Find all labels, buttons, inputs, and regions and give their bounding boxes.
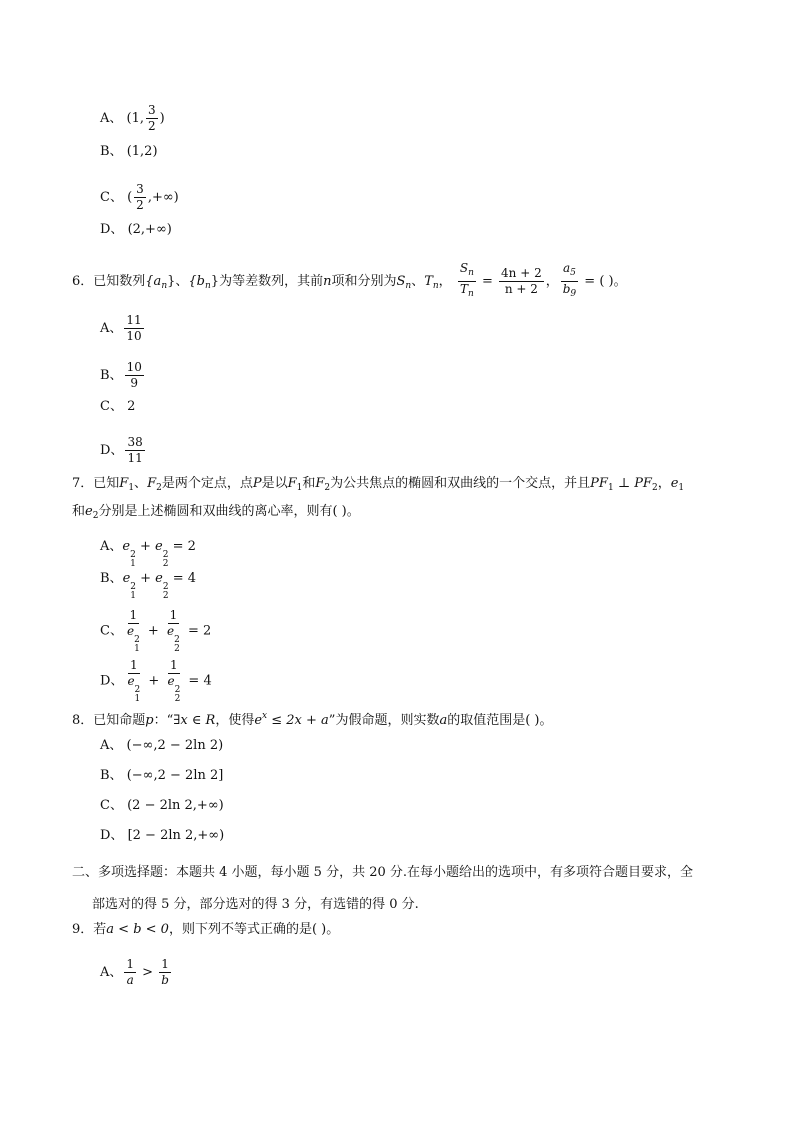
stem-text: 、 bbox=[411, 274, 425, 289]
math-sub: 1 bbox=[296, 483, 303, 493]
math-sub: 2 bbox=[162, 559, 169, 569]
option-label: D、 bbox=[100, 443, 124, 458]
math-supsub bbox=[175, 686, 181, 704]
fraction bbox=[165, 608, 182, 654]
fraction bbox=[125, 360, 144, 391]
numerator: 4n + 2 bbox=[501, 266, 542, 280]
math: = 4 bbox=[184, 673, 212, 689]
math: a bbox=[563, 261, 571, 275]
math: {b bbox=[188, 274, 205, 289]
math: = 2 bbox=[183, 623, 212, 639]
option-text: 2 bbox=[127, 399, 136, 414]
stem-text: 为等差数列，其前 bbox=[219, 274, 324, 289]
fraction bbox=[124, 313, 143, 344]
math-sub: 1 bbox=[134, 644, 140, 654]
q7-option-d bbox=[100, 658, 212, 704]
stem-text: 和 bbox=[302, 476, 316, 491]
math-sub: 1 bbox=[607, 483, 614, 493]
q7-stem-line2 bbox=[72, 503, 360, 525]
math: } bbox=[167, 274, 176, 289]
math-sub: 2 bbox=[92, 511, 99, 521]
denominator: 10 bbox=[126, 329, 142, 343]
math-sup: 2 bbox=[162, 582, 169, 592]
math: + bbox=[136, 571, 156, 586]
option-label: B、 bbox=[100, 571, 123, 586]
numerator: 1 bbox=[130, 658, 138, 672]
option-label: A、 bbox=[100, 965, 123, 980]
math: e bbox=[85, 504, 93, 519]
option-label: C、 bbox=[100, 399, 123, 414]
q8-option-c bbox=[100, 797, 224, 815]
stem-text: ，使得 bbox=[215, 713, 255, 728]
fraction bbox=[125, 435, 144, 466]
option-text: (1, bbox=[126, 111, 145, 126]
math: n bbox=[323, 274, 332, 289]
option-label: A、 bbox=[100, 539, 123, 554]
section-2-heading-line1: 二、多项选择题：本题共 4 小题，每小题 5 分，共 20 分.在每小题给出的选项中，有多项符合题目要求，全 bbox=[72, 865, 694, 880]
math: e bbox=[254, 713, 263, 728]
numerator: 10 bbox=[126, 360, 142, 374]
math: a < b < 0 bbox=[106, 922, 169, 937]
math: e bbox=[155, 571, 163, 586]
math: F bbox=[287, 476, 297, 491]
stem-text: 为公共焦点的椭圆和双曲线的一个交点，并且 bbox=[330, 476, 591, 491]
option-label: C、 bbox=[100, 190, 123, 205]
option-text: (2,+∞) bbox=[127, 222, 172, 237]
numerator: 38 bbox=[127, 435, 143, 449]
q5-option-b bbox=[100, 143, 158, 161]
q7-stem-line1 bbox=[72, 475, 684, 497]
option-label: B、 bbox=[100, 368, 123, 383]
option-text: ) bbox=[159, 111, 165, 126]
option-label: B、 bbox=[100, 768, 123, 783]
math: PF bbox=[634, 476, 652, 491]
math: a bbox=[439, 713, 448, 728]
stem-text: 、 bbox=[175, 274, 189, 289]
math: = 2 bbox=[168, 539, 196, 554]
stem-text: 6．已知数列 bbox=[72, 274, 146, 289]
math-sub: 1 bbox=[678, 483, 685, 493]
math: e bbox=[155, 539, 163, 554]
math-sup: 2 bbox=[130, 582, 136, 592]
fraction bbox=[458, 261, 476, 302]
math: F bbox=[147, 476, 157, 491]
math-sub: n bbox=[205, 281, 211, 291]
stem-text: 分别是上述椭圆和双曲线的离心率，则有( )。 bbox=[98, 504, 360, 519]
math-sub: 2 bbox=[651, 483, 658, 493]
fraction bbox=[124, 957, 136, 988]
math: e bbox=[126, 624, 135, 638]
q9-stem bbox=[72, 921, 339, 939]
option-label: C、 bbox=[100, 623, 123, 639]
math-sub: n bbox=[405, 281, 412, 291]
option-label: A、 bbox=[100, 321, 123, 336]
numerator bbox=[458, 261, 476, 282]
stem-text: ：“ bbox=[153, 713, 174, 728]
denominator bbox=[165, 624, 182, 654]
math: T bbox=[424, 274, 433, 289]
option-text: ( bbox=[127, 190, 133, 205]
math-sub: 5 bbox=[570, 268, 576, 278]
math: > bbox=[138, 965, 158, 980]
q8-option-b bbox=[100, 767, 223, 785]
fraction bbox=[125, 608, 142, 654]
math-sub: 1 bbox=[128, 483, 135, 493]
stem-text: 9．若 bbox=[72, 922, 107, 937]
math: P bbox=[252, 476, 262, 491]
math: e bbox=[122, 571, 131, 586]
q5-option-d bbox=[100, 221, 172, 239]
fraction bbox=[165, 658, 182, 704]
math: e bbox=[127, 674, 135, 688]
math-sup: 2 bbox=[134, 685, 141, 695]
math: PF bbox=[590, 476, 608, 491]
q6-option-c bbox=[100, 398, 135, 416]
fraction bbox=[125, 658, 142, 704]
stem-text: ， bbox=[545, 274, 559, 289]
math: F bbox=[119, 476, 129, 491]
stem-text: 的取值范围是( )。 bbox=[447, 713, 553, 728]
stem-text: 、 bbox=[134, 476, 148, 491]
math: = bbox=[477, 274, 498, 289]
math-sup: 2 bbox=[130, 550, 136, 560]
math-supsub bbox=[174, 636, 180, 654]
denominator: a bbox=[126, 973, 134, 987]
denominator bbox=[458, 282, 476, 302]
q8-stem bbox=[72, 707, 553, 730]
denominator bbox=[561, 282, 578, 302]
numerator bbox=[561, 261, 578, 282]
denominator: 11 bbox=[127, 451, 143, 465]
numerator: 3 bbox=[148, 103, 156, 117]
q6-option-d bbox=[100, 435, 147, 466]
stem-text: ”为假命题，则实数 bbox=[328, 713, 440, 728]
math: T bbox=[459, 282, 468, 296]
q7-option-c bbox=[100, 608, 211, 654]
q9-option-a bbox=[100, 957, 173, 988]
denominator bbox=[125, 624, 142, 654]
math-sup: 2 bbox=[134, 635, 140, 645]
stem-text: 7．已知 bbox=[72, 476, 120, 491]
math-sub: 2 bbox=[162, 591, 169, 601]
option-text: (−∞,2 − 2ln 2] bbox=[126, 768, 224, 783]
denominator: b bbox=[161, 973, 169, 987]
stem-text: 项和分别为 bbox=[331, 274, 397, 289]
fraction bbox=[159, 957, 171, 988]
option-text: (2 − 2ln 2,+∞) bbox=[127, 798, 224, 813]
math-sub: n bbox=[161, 281, 168, 291]
option-label: A、 bbox=[100, 738, 123, 753]
math: e bbox=[166, 624, 175, 638]
math: + bbox=[143, 623, 163, 639]
math-supsub bbox=[135, 686, 141, 704]
q8-option-a bbox=[100, 737, 223, 755]
option-text: ,+∞) bbox=[147, 190, 179, 205]
q6-option-a bbox=[100, 313, 146, 344]
option-text: [2 − 2ln 2,+∞) bbox=[127, 828, 225, 843]
denominator bbox=[165, 674, 182, 704]
option-label: B、 bbox=[100, 144, 123, 159]
math-sub: 9 bbox=[570, 289, 577, 299]
math-sub: n bbox=[468, 268, 474, 278]
fraction bbox=[561, 261, 578, 302]
numerator: 11 bbox=[126, 313, 142, 327]
stem-text: 是两个定点，点 bbox=[161, 476, 253, 491]
fraction bbox=[134, 182, 146, 213]
stem-text: 是以 bbox=[261, 476, 288, 491]
numerator: 1 bbox=[129, 608, 138, 622]
math: F bbox=[315, 476, 325, 491]
math-sup: 2 bbox=[174, 635, 180, 645]
denominator: 9 bbox=[130, 376, 139, 390]
math-sub: 2 bbox=[174, 644, 180, 654]
math-sub: n bbox=[432, 281, 439, 291]
stem-text: 和 bbox=[72, 504, 86, 519]
math: ≤ 2x + a bbox=[267, 713, 329, 728]
q7-option-b bbox=[100, 570, 196, 601]
math: S bbox=[396, 274, 406, 289]
math: = 4 bbox=[168, 571, 197, 586]
q6-option-b bbox=[100, 360, 146, 391]
math: {a bbox=[145, 274, 162, 289]
math: } bbox=[210, 274, 220, 289]
numerator: 1 bbox=[161, 957, 169, 971]
stem-text: ， bbox=[657, 476, 671, 491]
stem-text: ，则下列不等式正确的是( )。 bbox=[168, 922, 340, 937]
stem-text: 8．已知命题 bbox=[72, 713, 146, 728]
math-sub: 2 bbox=[156, 483, 162, 493]
numerator: 1 bbox=[170, 658, 178, 672]
denominator: 2 bbox=[136, 198, 144, 212]
option-text: (1,2) bbox=[126, 144, 158, 159]
option-label: D、 bbox=[100, 673, 124, 689]
numerator: 1 bbox=[126, 957, 135, 971]
q5-option-a bbox=[100, 103, 165, 134]
math-sup: 2 bbox=[162, 550, 169, 560]
q7-option-a bbox=[100, 538, 196, 569]
math: p bbox=[145, 713, 154, 728]
option-label: C、 bbox=[100, 798, 123, 813]
denominator: n + 2 bbox=[504, 282, 538, 296]
math-sub: 1 bbox=[134, 694, 141, 704]
math: e bbox=[167, 674, 175, 688]
math: + bbox=[144, 673, 164, 689]
math-sup: x bbox=[262, 711, 268, 721]
numerator: 3 bbox=[136, 182, 144, 196]
option-label: D、 bbox=[100, 828, 124, 843]
q8-option-d bbox=[100, 827, 224, 845]
q6-stem bbox=[72, 261, 627, 302]
numerator: 1 bbox=[169, 608, 178, 622]
math-sub: 2 bbox=[324, 483, 331, 493]
option-label: D、 bbox=[100, 222, 124, 237]
math: ∃x ∈ R bbox=[173, 713, 216, 728]
math-sub: n bbox=[467, 289, 474, 299]
fraction bbox=[499, 266, 544, 297]
math: e bbox=[670, 476, 679, 491]
math: S bbox=[459, 261, 469, 275]
q5-option-c bbox=[100, 182, 179, 213]
math: e bbox=[122, 539, 131, 554]
option-label: A、 bbox=[100, 111, 123, 126]
math: b bbox=[562, 282, 571, 296]
fraction bbox=[146, 103, 158, 134]
math: + bbox=[135, 539, 155, 554]
math-supsub bbox=[134, 636, 140, 654]
denominator: 2 bbox=[148, 119, 156, 133]
math-sup: 2 bbox=[174, 685, 181, 695]
option-text: (−∞,2 − 2ln 2) bbox=[126, 738, 224, 753]
math-sub: 1 bbox=[130, 559, 136, 569]
denominator bbox=[125, 674, 142, 704]
math-sub: 1 bbox=[130, 591, 136, 601]
stem-text: = ( )。 bbox=[580, 274, 627, 289]
stem-text: ， bbox=[438, 274, 452, 289]
math: ⊥ bbox=[613, 476, 635, 491]
math-sub: 2 bbox=[174, 694, 181, 704]
section-2-heading-line2: 部选对的得 5 分，部分选对的得 3 分，有选错的得 0 分. bbox=[92, 897, 419, 912]
